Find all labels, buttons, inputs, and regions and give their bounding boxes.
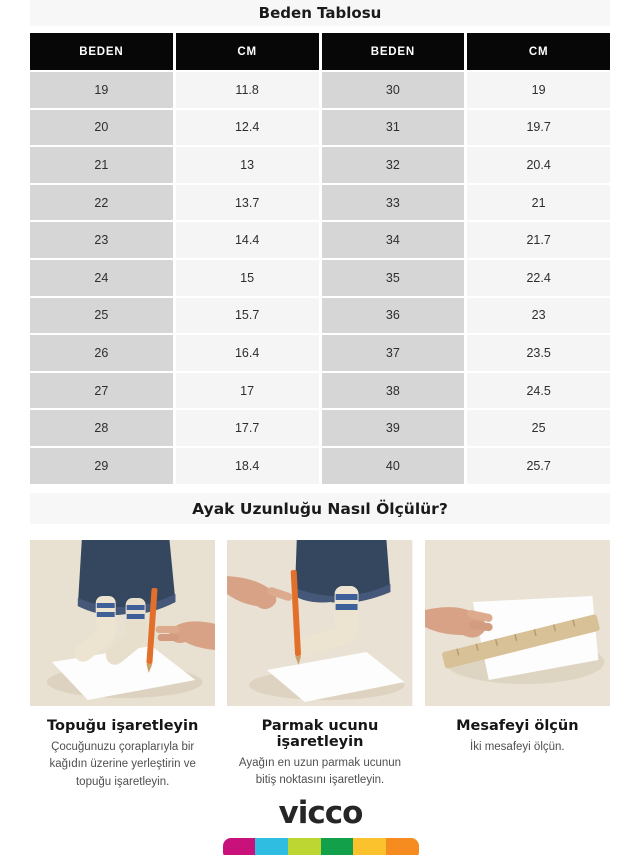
page-title: Beden Tablosu (30, 0, 610, 26)
cm-cell: 17 (176, 373, 319, 409)
cm-cell: 22.4 (467, 260, 610, 296)
size-cell: 35 (322, 260, 465, 296)
vicco-logo: vicco (278, 795, 363, 831)
table-header-beden-left: BEDEN (30, 33, 173, 70)
size-cell: 19 (30, 72, 173, 108)
cm-cell: 11.8 (176, 72, 319, 108)
size-cell: 21 (30, 147, 173, 183)
bar-segment (223, 838, 256, 855)
step-title: Mesafeyi ölçün (456, 718, 579, 734)
cm-cell: 12.4 (176, 110, 319, 146)
size-cell: 30 (322, 72, 465, 108)
cm-cell: 14.4 (176, 222, 319, 258)
measure-steps (30, 540, 610, 791)
size-cell: 36 (322, 298, 465, 334)
cm-cell: 19.7 (467, 110, 610, 146)
bar-segment (386, 838, 419, 855)
cm-cell: 15.7 (176, 298, 319, 334)
size-cell: 38 (322, 373, 465, 409)
mark-toe-photo (227, 540, 412, 706)
cm-cell: 13 (176, 147, 319, 183)
cm-cell: 23 (467, 298, 610, 334)
size-cell: 26 (30, 335, 173, 371)
size-cell: 25 (30, 298, 173, 334)
bar-segment (255, 838, 288, 855)
step-mark-heel (30, 540, 215, 791)
measure-distance-photo (425, 540, 610, 706)
cm-cell: 13.7 (176, 185, 319, 221)
cm-cell: 16.4 (176, 335, 319, 371)
step-mark-toe (227, 540, 412, 791)
size-cell: 24 (30, 260, 173, 296)
size-cell: 22 (30, 185, 173, 221)
size-cell: 28 (30, 410, 173, 446)
bar-segment (321, 838, 354, 855)
bar-segment (288, 838, 321, 855)
measure-section-title: Ayak Uzunluğu Nasıl Ölçülür? (30, 493, 610, 524)
size-cell: 23 (30, 222, 173, 258)
size-cell: 37 (322, 335, 465, 371)
cm-cell: 18.4 (176, 448, 319, 484)
size-cell: 32 (322, 147, 465, 183)
size-cell: 34 (322, 222, 465, 258)
size-cell: 40 (322, 448, 465, 484)
cm-cell: 15 (176, 260, 319, 296)
step-description: Çocuğunuzu çoraplarıyla bir kağıdın üzerine yerleştirin ve topuğu işaretleyin. (49, 741, 196, 788)
step-title: Parmak ucunu işaretleyin (261, 718, 379, 750)
step-title: Topuğu işaretleyin (47, 718, 199, 734)
size-cell: 39 (322, 410, 465, 446)
step-description: Ayağın en uzun parmak ucunun bitiş noktasını işaretleyin. (238, 757, 402, 787)
size-table (30, 33, 610, 484)
brand-color-bar (223, 838, 419, 855)
cm-cell: 25.7 (467, 448, 610, 484)
table-header-cm-right: CM (467, 33, 610, 70)
size-cell: 31 (322, 110, 465, 146)
cm-cell: 23.5 (467, 335, 610, 371)
size-cell: 33 (322, 185, 465, 221)
table-header-cm-left: CM (176, 33, 319, 70)
cm-cell: 21.7 (467, 222, 610, 258)
size-cell: 29 (30, 448, 173, 484)
cm-cell: 25 (467, 410, 610, 446)
mark-heel-photo (30, 540, 215, 706)
cm-cell: 24.5 (467, 373, 610, 409)
cm-cell: 21 (467, 185, 610, 221)
cm-cell: 20.4 (467, 147, 610, 183)
table-header-beden-right: BEDEN (322, 33, 465, 70)
size-cell: 27 (30, 373, 173, 409)
cm-cell: 17.7 (176, 410, 319, 446)
size-cell: 20 (30, 110, 173, 146)
step-description: İki mesafeyi ölçün. (470, 741, 565, 753)
step-measure-distance (425, 540, 610, 791)
cm-cell: 19 (467, 72, 610, 108)
bar-segment (353, 838, 386, 855)
